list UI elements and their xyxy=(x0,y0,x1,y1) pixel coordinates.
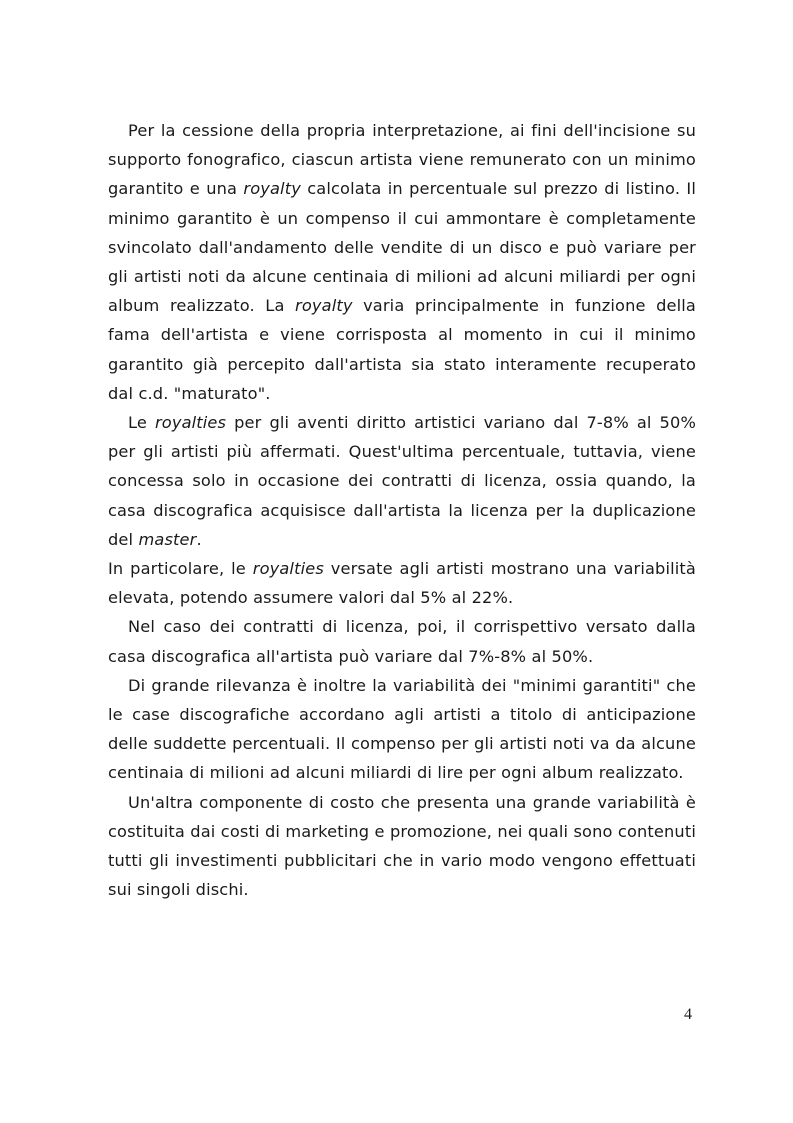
text-run: Di grande rilevanza è inoltre la variabilità dei "minimi garantiti" che le case discografiche accordano agli artisti a titolo di anticipazione delle suddette percentuali. Il compenso per gli artisti noti va da alcune centinaia di milioni ad alcuni miliardi di lire per ogni album realizzato. xyxy=(108,675,696,783)
paragraph-2 xyxy=(108,408,696,554)
italic-term: royalty xyxy=(243,179,301,199)
paragraph-3 xyxy=(108,554,696,612)
text-run: In particolare, le xyxy=(108,559,253,579)
italic-term: master xyxy=(138,529,197,549)
text-run: Un'altra componente di costo che presenta una grande variabilità è costituita dai costi di marketing e promozione, nei quali sono contenuti tutti gli investimenti pubblicitari che in vario modo vengono effettuati sui singoli dischi. xyxy=(108,792,696,900)
paragraph-5 xyxy=(108,671,696,788)
paragraph-4 xyxy=(108,612,696,670)
page-number: 4 xyxy=(684,1006,692,1023)
text-run: . xyxy=(196,529,202,549)
italic-term: royalty xyxy=(295,296,353,316)
paragraph-6 xyxy=(108,788,696,905)
italic-term: royalties xyxy=(154,413,227,433)
text-run: Nel caso dei contratti di licenza, poi, il corrispettivo versato dalla casa discografica all'artista può variare dal 7%-8% al 50%. xyxy=(108,617,696,666)
paragraph-1 xyxy=(108,116,696,408)
text-run: varia principalmente in funzione della fama dell'artista e viene corrisposta al momento in cui il minimo garantito già percepito dall'artista sia stato interamente recuperato dal c.d. "maturato". xyxy=(108,296,696,403)
body-text xyxy=(108,116,696,904)
text-run: calcolata in percentuale sul prezzo di listino. Il minimo garantito è un compenso il cui ammontare è completamente svincolato dall'andamento delle vendite di un disco e può variare per gli artisti noti da alcune centinaia di milioni ad alcuni miliardi per ogni album realizzato. La xyxy=(108,179,696,316)
text-run: per gli aventi diritto artistici variano dal 7-8% al 50% per gli artisti più affermati. Quest'ultima percentuale, tuttavia, viene concessa solo in occasione dei contratti di licenza, ossia quando, la casa discografica acquisisce dall'artista la licenza per la duplicazione del xyxy=(108,413,696,549)
text-run: versate agli artisti mostrano una variabilità elevata, potendo assumere valori dal 5% al 22%. xyxy=(108,559,696,608)
text-run: Per la cessione della propria interpretazione, ai fini dell'incisione su supporto fonografico, ciascun artista viene remunerato con un minimo garantito e una xyxy=(108,121,696,199)
italic-term: royalties xyxy=(252,559,324,579)
text-run: Le xyxy=(128,413,155,433)
